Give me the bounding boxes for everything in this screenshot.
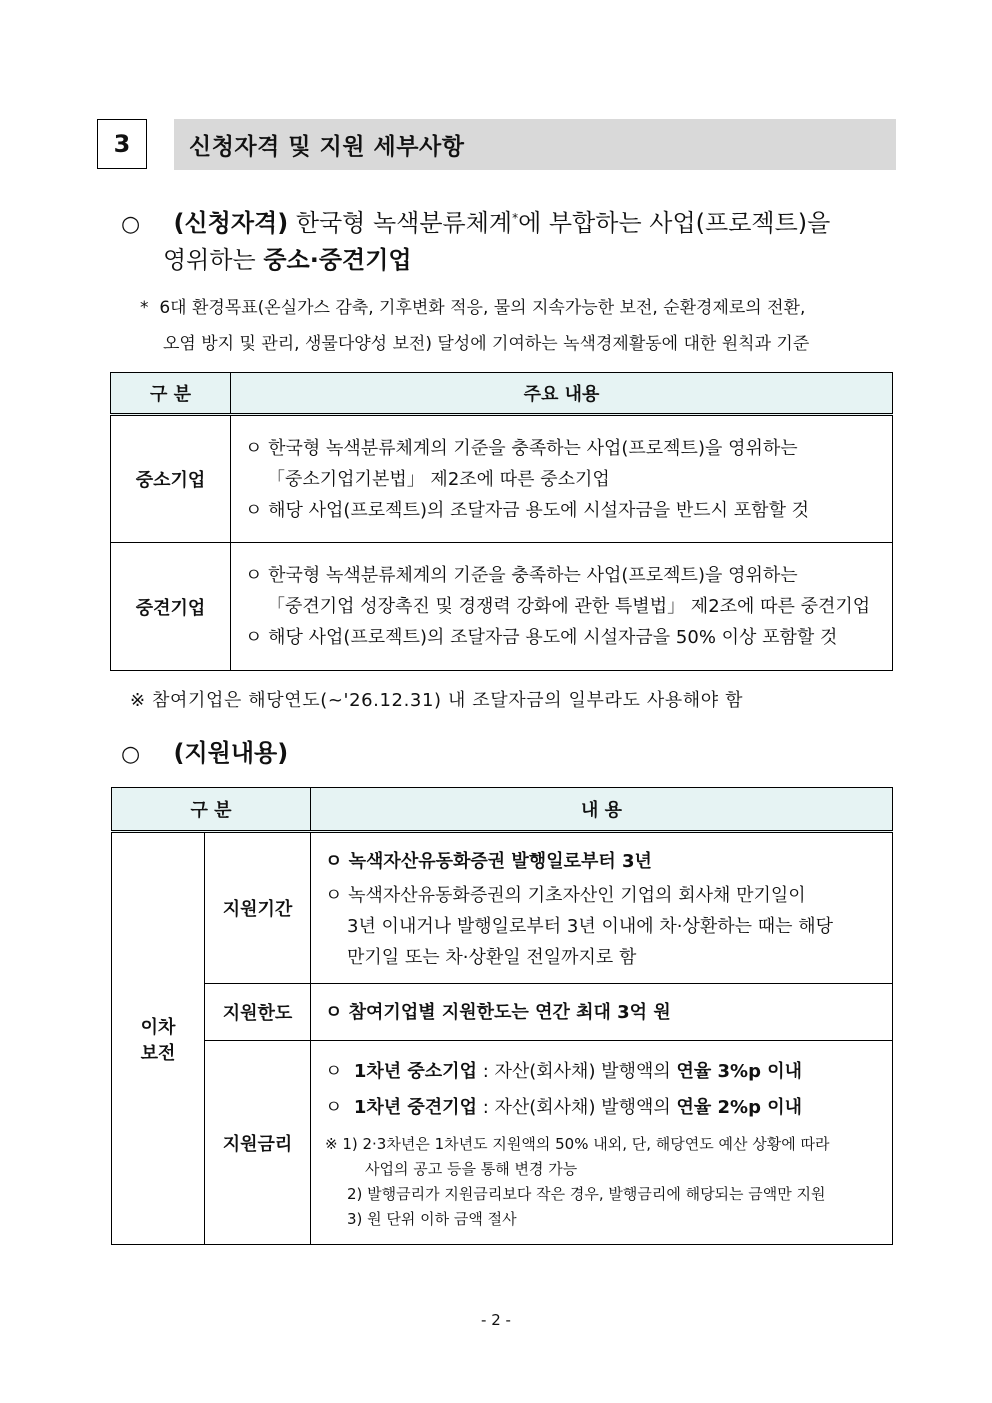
eligibility-label: (신청자격) [173, 209, 289, 237]
section-title: 신청자격 및 지원 세부사항 [174, 119, 896, 170]
row-label-midsize: 중견기업 [111, 543, 231, 671]
notice: ※ 참여기업은 해당연도(~'26.12.31) 내 조달자금의 일부라도 사용해야 함 [130, 690, 744, 711]
eligibility-target: 중소·중견기업 [263, 246, 412, 274]
support-table [111, 787, 893, 1245]
bullet-circle-icon: ○ [121, 212, 141, 237]
group-label: 이차 보전 [112, 832, 205, 1245]
table-row: 중소기업 ㅇ 한국형 녹색분류체계의 기준을 충족하는 사업(프로젝트)을 영위하는 「중소기업기본법」 제2조에 따른 중소기업 ㅇ 해당 사업(프로젝트)의 조달자금 용도에 시설자금을 반드시 포함할 것 [111, 415, 893, 543]
table2-header-category: 구 분 [112, 788, 311, 832]
footnote-mark: * [140, 298, 149, 318]
eligibility-line2: 영위하는 중소·중견기업 [163, 246, 412, 274]
eligibility-text-2: 에 부합하는 사업(프로젝트)을 [518, 209, 831, 237]
limit-text: ㅇ 참여기업별 지원한도는 연간 최대 3억 원 [311, 984, 893, 1041]
table-row: 이차 보전 지원기간 ㅇ 녹색자산유동화증권 발행일로부터 3년 ㅇ 녹색자산유동화증권의 기초자산인 기업의 회사채 만기일이 3년 이내거나 발행일로부터 3년 이내에 차·상환하는 때는 해당 만기일 또는 차·상환일 전일까지로 함 [112, 832, 893, 984]
eligibility-text-1: 한국형 녹색분류체계 [295, 209, 513, 237]
row-label-period: 지원기간 [205, 832, 311, 984]
table-row: 중견기업 ㅇ 한국형 녹색분류체계의 기준을 충족하는 사업(프로젝트)을 영위하는 「중견기업 성장촉진 및 경쟁력 강화에 관한 특별법」 제2조에 따른 중견기업 ㅇ 해당 사업(프로젝트)의 조달자금 용도에 시설자금을 50% 이상 포함할 것 [111, 543, 893, 671]
asterisk-mark: * [512, 211, 519, 225]
eligibility-table [110, 372, 893, 671]
section-number: 3 [97, 119, 147, 169]
row-label-limit: 지원한도 [205, 984, 311, 1041]
support-heading: ○ (지원내용) [121, 739, 289, 767]
eligibility-line1 [121, 198, 830, 245]
footnote-line2: 오염 방지 및 관리, 생물다양성 보전) 달성에 기여하는 녹색경제활동에 대한 원칙과 기준 [163, 334, 810, 354]
row-label-rate: 지원금리 [205, 1041, 311, 1245]
footnote-line1: * 6대 환경목표(온실가스 감축, 기후변화 적응, 물의 지속가능한 보전, 순환경제로의 전환, [140, 298, 806, 318]
page-number: - 2 - [481, 1311, 511, 1329]
bullet-circle-icon: ○ [121, 742, 141, 767]
table1-header-content: 주요 내용 [231, 373, 893, 415]
row-label-sme: 중소기업 [111, 415, 231, 543]
table1-header-category: 구 분 [111, 373, 231, 415]
table-row [112, 984, 893, 1041]
table2-header-content: 내 용 [311, 788, 893, 832]
table-row: 지원금리 ㅇ 1차년 중소기업 : 자산(회사채) 발행액의 연율 3%p 이내 ㅇ 1차년 중견기업 : 자산(회사채) 발행액의 연율 2%p 이내 ※ 1) 2·3차년은 1차년도 지원액의 50% 내외, 단, 해당연도 예산 상황에 따라 사업의 공고 등을 통해 변경 가능 2) 발행금리가 지원금리보다 작은 경우, 발행금리에 해당되는 금액만 지원 3) 원 단위 이하 금액 절사 [112, 1041, 893, 1245]
